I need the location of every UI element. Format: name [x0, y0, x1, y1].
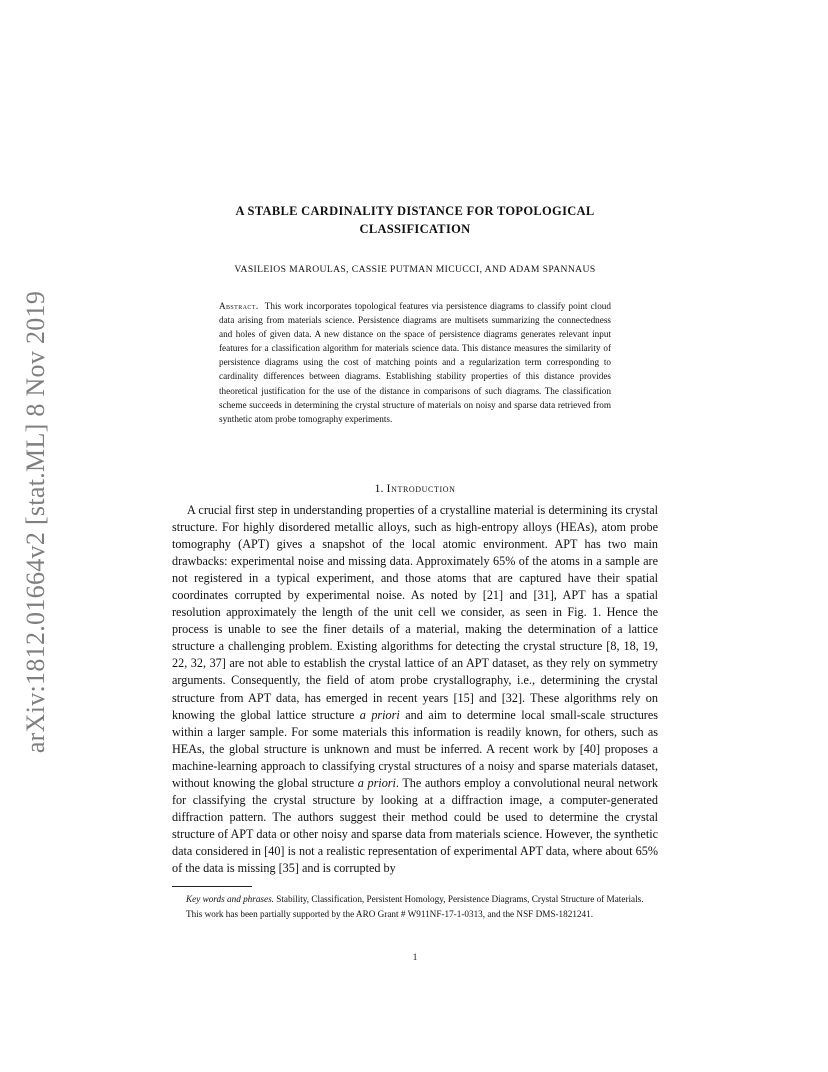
intro-text-part-1: A crucial first step in understanding properties of a crystalline material is determining its crystal structure. For highly disordered metallic alloys, such as high-entropy alloys (HEAs), atom probe tomography (APT) gives a snapshot of the local atomic environment. APT has two main drawbacks: experimental noise and missing data. Approximately 65% of the atoms in a sample are not registered in a typical experiment, and those atoms that are captured have their spatial coordinates corrupted by experimental noise. As noted by [21] and [31], APT has a spatial resolution approximately the length of the unit cell we consider, as seen in Fig. 1. Hence the process is unable to see the finer details of a material, making the determination of a lattice structure a challenging problem. Existing algorithms for detecting the crystal structure [8, 18, 19, 22, 32, 37] are not able to establish the crystal lattice of an APT dataset, as they rely on symmetry arguments. Consequently, the field of atom probe crystallography, i.e., determining the crystal structure from APT data, has emerged in recent years [15] and [32]. These algorithms rely on knowing the global lattice structure [172, 503, 658, 722]
intro-italic-a-priori-2: a priori [357, 775, 396, 790]
section-title: Introduction [386, 481, 456, 495]
section-number: 1. [374, 481, 384, 495]
title-line-2: CLASSIFICATION [359, 222, 471, 236]
keywords-footnote [172, 893, 658, 906]
keywords-label: Key words and phrases. [186, 894, 274, 904]
page-number: 1 [412, 952, 418, 962]
paper-title [172, 202, 658, 238]
section-heading [172, 481, 658, 496]
funding-footnote: This work has been partially supported by the ARO Grant # W911NF-17-1-0313, and the NSF DMS-1821241. [186, 908, 594, 919]
abstract-label: Abstract. [219, 301, 259, 311]
arxiv-sidebar [14, 282, 58, 762]
footnotes [172, 893, 658, 922]
author-list: VASILEIOS MAROULAS, CASSIE PUTMAN MICUCCI, AND ADAM SPANNAUS [234, 264, 596, 275]
intro-text-part-2: and aim to determine local small-scale structures within a larger sample. For some materials this information is readily known, for others, such as HEAs, the global structure is unknown and must be inferred. A recent work by [40] proposes a machine-learning approach to classifying crystal structures of a noisy and sparse materials dataset, without knowing the global structure [172, 707, 659, 790]
intro-text-part-3: . The authors employ a convolutional neural network for classifying the crystal structure by looking at a diffraction image, a computer-generated diffraction pattern. The authors suggest their method could be used to determine the crystal structure of APT data or other noisy and sparse data from materials science. However, the synthetic data considered in [40] is not a realistic representation of experimental APT data, where about 65% of the data is missing [35] and is corrupted by [172, 775, 659, 875]
arxiv-identifier: arXiv:1812.01664v2 [stat.ML] 8 Nov 2019 [21, 290, 50, 754]
title-line-1: A STABLE CARDINALITY DISTANCE FOR TOPOLOGICAL [235, 204, 595, 218]
introduction-paragraph [172, 502, 658, 877]
abstract [219, 299, 611, 426]
abstract-text: This work incorporates topological features via persistence diagrams to classify point cloud data arising from materials science. Persistence diagrams are multisets summarizing the connectedness and holes of given data. A new distance on the space of persistence diagrams generates relevant input features for a classification algorithm for materials science data. This distance measures the similarity of persistence diagrams using the cost of matching points and a regularization term corresponding to cardinality differences between diagrams. Establishing stability properties of this distance provides theoretical justification for the use of the distance in comparisons of such diagrams. The classification scheme succeeds in determining the crystal structure of materials on noisy and sparse data retrieved from synthetic atom probe tomography experiments. [219, 301, 611, 424]
keywords-text: Stability, Classification, Persistent Homology, Persistence Diagrams, Crystal Structure of Materials. [273, 894, 644, 904]
footnote-divider [172, 886, 252, 887]
intro-italic-a-priori-1: a priori [359, 707, 400, 722]
